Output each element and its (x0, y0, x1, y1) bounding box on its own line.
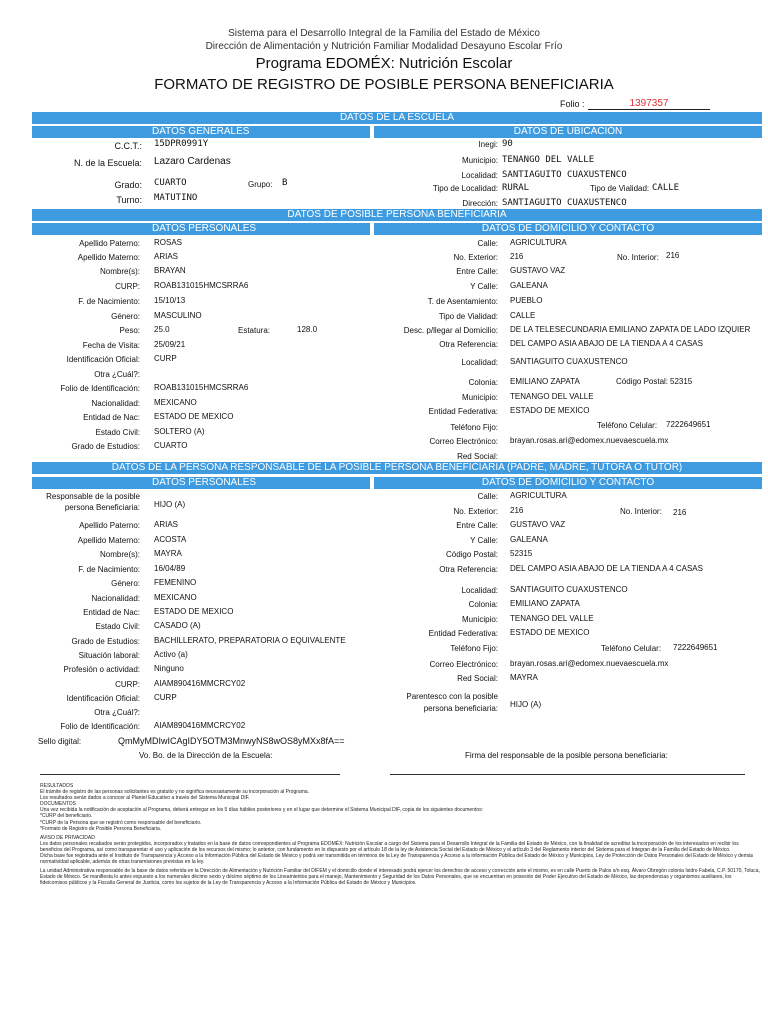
guardian-address-title: DATOS DE DOMICILIO Y CONTACTO (481, 477, 655, 488)
guardian-field-label: Estado Civil: (95, 622, 140, 631)
guardian-cell-label: Teléfono Celular: (601, 644, 662, 653)
school-general-title: DATOS GENERALES (152, 126, 250, 137)
guardian-field-value: 16/04/89 (154, 564, 186, 573)
guardian-field-label: Nacionalidad: (91, 594, 140, 603)
guardian-field-value: ESTADO DE MEXICO (154, 607, 234, 616)
beneficiary-contact-label: Desc. p/llegar al Domicilio: (403, 326, 498, 335)
beneficiary-contact-value: DEL CAMPO ASIA ABAJO DE LA TIENDA A 4 CASAS (510, 339, 703, 348)
beneficiary-contact-label: Entre Calle: (456, 267, 498, 276)
beneficiary-contact-label: T. de Asentamiento: (427, 297, 498, 306)
guardian-contact-value: 216 (510, 506, 524, 515)
beneficiary-field-value: MASCULINO (154, 311, 202, 320)
grade-value: CUARTO (154, 178, 187, 188)
locality-label: Localidad: (461, 171, 498, 180)
results-text-1: El trámite de registro de las personas solicitantes es gratuito y no significa necesariamente su incorporación al Programa. (40, 789, 310, 796)
guardian-field-label: Apellido Materno: (77, 536, 140, 545)
beneficiary-personal-title: DATOS PERSONALES (152, 223, 257, 234)
beneficiary-field-label: Nombre(s): (99, 267, 140, 276)
guardian-contact-label: Entre Calle: (456, 521, 498, 530)
beneficiary-contact-label: Correo Electrónico: (429, 437, 498, 446)
beneficiary-field-value: BRAYAN (154, 266, 186, 275)
beneficiary-field-value: CUARTO (154, 441, 188, 450)
road-type-value: CALLE (652, 183, 680, 193)
footer-notes (40, 783, 760, 887)
responsible-label-2: persona Beneficiaria: (64, 503, 140, 512)
seal-value: QmMyMDIwICAgIDY5OTM3MnwyNS8wOS8yMXx8fA== (118, 736, 345, 746)
guardian-field-value: BACHILLERATO, PREPARATORIA O EQUIVALENTE (154, 636, 346, 645)
shift-value: MATUTINO (154, 193, 198, 203)
guardian-contact-label: Otra Referencia: (439, 565, 498, 574)
beneficiary-address-title: DATOS DE DOMICILIO Y CONTACTO (481, 223, 655, 234)
address-value: SANTIAGUITO CUAXUSTENCO (502, 198, 627, 208)
guardian-contact-value: EMILIANO ZAPATA (510, 599, 580, 608)
guardian-contact-label: Calle: (477, 492, 498, 501)
guardian-field-value: ARIAS (154, 520, 179, 529)
docs-text-3: *CURP de la Persona que se registró como responsable del beneficiario. (40, 819, 202, 826)
cell-value: 7222649651 (666, 420, 711, 429)
beneficiary-field-value: ARIAS (154, 252, 179, 261)
guardian-contact-label: Colonia: (468, 600, 498, 609)
kinship-value: HIJO (A) (510, 700, 542, 709)
guardian-contact-label: Municipio: (461, 615, 498, 624)
inegi-value: 90 (502, 139, 513, 149)
beneficiary-contact-label: No. Exterior: (453, 253, 498, 262)
guardian-contact-label: Y Calle: (470, 536, 498, 545)
guardian-field-value: Ninguno (154, 664, 184, 673)
guardian-field-label: CURP: (115, 680, 140, 689)
beneficiary-field-label: Folio de Identificación: (60, 384, 140, 393)
locality-value: SANTIAGUITO CUAXUSTENCO (502, 170, 627, 180)
privacy-text-3: La unidad Administrativa responsable de la base de datos referida en la Dirección de Alimentación y Nutrición Familiar del DIFEM y el domicilio donde el interesado podrá ejercer los derechos de acceso y corrección ante el mismo, es en calle Puerto de Palos s/n esq. Álvaro Obregón colonia Isidro Fabela, C.P. 50170, Toluca, Estado de México. Se manifiesta lo antes expuesto a los numerales décimo sexto y décimo séptimo de los Lineamientos para el manejo, Mantenimiento y Seguridad de los Datos Personales, que se encuentran en posesión del Poder Ejecutivo del Estado de México, las dependencias y organismos auxiliares, los fideicomisos públicos y la Fiscalía General de Justicia, como los sujetos de la Ley de Transparencia y Acceso a la Información Pública del Estado de México y Municipios. (40, 868, 760, 887)
guardian-personal-title: DATOS PERSONALES (152, 477, 257, 488)
beneficiary-contact-value: brayan.rosas.ari@edomex.nuevaescuela.mx (510, 436, 669, 445)
header-line1: Sistema para el Desarrollo Integral de la Familia del Estado de México (228, 28, 540, 39)
guardian-signature-line (390, 774, 745, 775)
beneficiary-field-label: Otra ¿Cuál?: (94, 370, 140, 379)
postal-value: 52315 (670, 377, 693, 386)
beneficiary-field-label: Nacionalidad: (91, 399, 140, 408)
beneficiary-contact-value: AGRICULTURA (510, 238, 567, 247)
guardian-field-label: Profesión o actividad: (63, 665, 140, 674)
municipality-value: TENANGO DEL VALLE (502, 155, 595, 165)
guardian-address-bar (374, 477, 762, 489)
guardian-field-value: ACOSTA (154, 535, 187, 544)
guardian-field-label: Entidad de Nac: (83, 608, 140, 617)
municipality-label: Municipio: (461, 156, 498, 165)
beneficiary-field-label: Peso: (119, 326, 140, 335)
guardian-contact-value: MAYRA (510, 673, 538, 682)
beneficiary-contact-label: Otra Referencia: (439, 340, 498, 349)
beneficiary-contact-label: Calle: (477, 239, 498, 248)
guardian-field-label: Grado de Estudios: (71, 637, 140, 646)
beneficiary-field-value: ROAB131015HMCSRRA6 (154, 281, 249, 290)
beneficiary-field-label: Estado Civil: (95, 428, 140, 437)
guardian-field-value: CASADO (A) (154, 621, 201, 630)
guardian-field-value: AIAM890416MMCRCY02 (154, 721, 246, 730)
beneficiary-field-label: Fecha de Visita: (82, 341, 140, 350)
school-section-bar: DATOS DE LA ESCUELA (32, 112, 762, 124)
guardian-contact-value: DEL CAMPO ASIA ABAJO DE LA TIENDA A 4 CASAS (510, 564, 703, 573)
school-signature-line (40, 774, 340, 775)
beneficiary-field-value: CURP (154, 354, 177, 363)
beneficiary-field-value: MEXICANO (154, 398, 197, 407)
beneficiary-field-value: ESTADO DE MEXICO (154, 412, 234, 421)
program-title: Programa EDOMÉX: Nutrición Escolar (255, 55, 513, 72)
guardian-contact-label: Entidad Federativa: (428, 629, 498, 638)
docs-text-4: *Formato de Registro de Posible Persona Beneficiaria. (40, 825, 162, 832)
cct-label: C.C.T.: (114, 141, 142, 151)
responsible-value: HIJO (A) (154, 500, 186, 509)
docs-text-1: Una vez recibida la notificación de aceptación al Programa, deberá entregar en los 5 días hábiles posteriores y en el lugar que determine el Sistema Municipal DIF, copia de los siguientes documentos: (40, 807, 484, 814)
beneficiary-address-bar (374, 223, 762, 235)
beneficiary-contact-value: DE LA TELESECUNDARIA EMILIANO ZAPATA DE LADO IZQUIER (510, 325, 751, 334)
guardian-contact-label: Localidad: (461, 586, 498, 595)
beneficiary-contact-label: Tipo de Vialidad: (438, 312, 498, 321)
guardian-contact-label: Red Social: (457, 674, 498, 683)
beneficiary-field-label: CURP: (115, 282, 140, 291)
inegi-label: Inegi: (478, 140, 498, 149)
locality-type-label: Tipo de Localidad: (432, 184, 498, 193)
guardian-field-value: MAYRA (154, 549, 182, 558)
beneficiary-contact-label: Red Social: (457, 452, 498, 461)
beneficiary-contact-label: Entidad Federativa: (428, 407, 498, 416)
guardian-signature-label: Firma del responsable de la posible persona beneficiaria: (465, 751, 668, 760)
beneficiary-contact-label: Municipio: (461, 393, 498, 402)
guardian-field-label: F. de Nacimiento: (78, 565, 140, 574)
group-label: Grupo: (248, 180, 273, 189)
guardian-field-value: AIAM890416MMCRCY02 (154, 679, 246, 688)
beneficiary-field-label: F. de Nacimiento: (78, 297, 140, 306)
school-general-bar (32, 126, 370, 138)
beneficiary-contact-label: Localidad: (461, 358, 498, 367)
group-value: B (282, 178, 288, 188)
beneficiary-field-value: SOLTERO (A) (154, 427, 205, 436)
header-line2: Dirección de Alimentación y Nutrición Familiar Modalidad Desayuno Escolar Frío (205, 41, 563, 52)
beneficiary-contact-label: Colonia: (468, 378, 498, 387)
privacy-text-1: Los datos personales recabados serán protegidos, incorporados y tratados en la base de datos correspondientes al Programa EDOMÉX: Nutrición Escolar a cargo del Sistema para el Desarrollo Integral de la Familia del Estado de México, con la finalidad de acreditar la incorporación de los interesados en recibir los beneficios del Programa, así como transparentar el uso y aplicación de los recursos del mismo; lo anterior, con fundamento en lo dispuesto por el artículo 18 de la ley de Asistencia Social del Estado de México y el artículo 3 del Reglamento interior del Sistema para el Integran de la Familia del Estado de México. (40, 840, 739, 853)
guardian-field-value: Activo (a) (154, 650, 188, 659)
locality-type-value: RURAL (502, 183, 530, 193)
guardian-contact-value: GALEANA (510, 535, 548, 544)
guardian-contact-value: ESTADO DE MEXICO (510, 628, 590, 637)
beneficiary-field-value: 15/10/13 (154, 296, 186, 305)
guardian-interior-label: No. Interior: (620, 507, 662, 516)
page-title: FORMATO DE REGISTRO DE POSIBLE PERSONA BENEFICIARIA (154, 76, 614, 93)
folio-value: 1397357 (588, 98, 710, 110)
beneficiary-field-label: Identificación Oficial: (66, 355, 140, 364)
cell-label: Teléfono Celular: (597, 421, 658, 430)
beneficiary-contact-value: SANTIAGUITO CUAXUSTENCO (510, 357, 628, 366)
guardian-field-label: Apellido Paterno: (79, 521, 140, 530)
interior-label: No. Interior: (617, 253, 659, 262)
shift-label: Turno: (116, 195, 142, 205)
beneficiary-contact-value: PUEBLO (510, 296, 543, 305)
beneficiary-contact-label: Teléfono Fijo: (450, 423, 498, 432)
guardian-field-label: Otra ¿Cuál?: (94, 708, 140, 717)
guardian-personal-bar (32, 477, 370, 489)
guardian-field-label: Situación laboral: (78, 651, 140, 660)
beneficiary-contact-value: ESTADO DE MEXICO (510, 406, 590, 415)
guardian-contact-value: TENANGO DEL VALLE (510, 614, 594, 623)
beneficiary-field-label: Grado de Estudios: (71, 442, 140, 451)
results-text-2: Los resultados serán dados a conocer al Plantel Educativo a través del Sistema Municipal DIF. (40, 795, 250, 802)
address-label: Dirección: (462, 199, 498, 208)
guardian-field-value: FEMENINO (154, 578, 197, 587)
beneficiary-contact-value: GALEANA (510, 281, 548, 290)
docs-title: DOCUMENTOS (40, 801, 77, 808)
guardian-contact-value: GUSTAVO VAZ (510, 520, 566, 529)
guardian-contact-label: Teléfono Fijo: (450, 644, 498, 653)
guardian-contact-value: 52315 (510, 549, 533, 558)
beneficiary-contact-value: EMILIANO ZAPATA (510, 377, 580, 386)
guardian-field-label: Nombre(s): (99, 550, 140, 559)
interior-value: 216 (666, 251, 680, 260)
beneficiary-field-value: ROAB131015HMCSRRA6 (154, 383, 249, 392)
height-label: Estatura: (238, 326, 271, 335)
school-name-value: Lazaro Cardenas (154, 156, 231, 167)
privacy-text-2: Dicha base fue registrada ante el Instituto de Transparencia y Acceso a la Información Pública del Estado de México y podrá ser transmitida en términos de la Ley de Transparencia y Acceso a la información Pública del Estado de México y Municipios, Ley de Protección de Datos Personales del Estado de México y demás normatividad aplicable, además de otras transmisiones previstas en la ley. (40, 853, 754, 866)
seal-label: Sello digital: (38, 737, 82, 746)
postal-label: Código Postal: (616, 377, 669, 386)
school-name-label: N. de la Escuela: (73, 158, 142, 168)
beneficiary-field-label: Apellido Materno: (77, 253, 140, 262)
beneficiary-field-label: Apellido Paterno: (79, 239, 140, 248)
guardian-contact-label: Código Postal: (445, 550, 498, 559)
height-value: 128.0 (297, 325, 318, 334)
guardian-field-value: CURP (154, 693, 177, 702)
guardian-section-bar: DATOS DE LA PERSONA RESPONSABLE DE LA POSIBLE PERSONA BENEFICIARIA (PADRE, MADRE, TUTORA O TUTOR) (32, 462, 762, 474)
kinship-label-2: persona beneficiaria: (423, 704, 498, 713)
beneficiary-contact-value: 216 (510, 252, 524, 261)
grade-label: Grado: (114, 180, 142, 190)
kinship-label-1: Parentesco con la posible (406, 692, 498, 701)
guardian-cell-value: 7222649651 (673, 643, 718, 652)
beneficiary-field-value: ROSAS (154, 238, 183, 247)
cct-value: 15DPR0991Y (154, 139, 209, 149)
guardian-contact-value: SANTIAGUITO CUAXUSTENCO (510, 585, 628, 594)
school-location-bar (374, 126, 762, 138)
responsible-label-1: Responsable de la posible (46, 492, 140, 501)
guardian-interior-value: 216 (673, 508, 687, 517)
guardian-field-label: Folio de Identificación: (60, 722, 140, 731)
road-type-label: Tipo de Vialidad: (590, 184, 650, 193)
guardian-field-value: MEXICANO (154, 593, 197, 602)
beneficiary-field-label: Género: (111, 312, 140, 321)
school-location-title: DATOS DE UBICACIÓN (513, 126, 623, 137)
guardian-contact-value: brayan.rosas.ari@edomex.nuevaescuela.mx (510, 659, 669, 668)
beneficiary-contact-value: CALLE (510, 311, 536, 320)
guardian-contact-value: AGRICULTURA (510, 491, 567, 500)
beneficiary-field-value: 25.0 (154, 325, 170, 334)
beneficiary-contact-value: TENANGO DEL VALLE (510, 392, 594, 401)
school-signature-label: Vo. Bo. de la Dirección de la Escuela: (139, 751, 273, 760)
guardian-contact-label: Correo Electrónico: (429, 660, 498, 669)
beneficiary-contact-value: GUSTAVO VAZ (510, 266, 566, 275)
folio-label: Folio : (560, 99, 585, 109)
docs-text-2: *CURP del beneficiario. (40, 813, 93, 820)
results-title: RESULTADOS (40, 783, 74, 789)
privacy-title: AVISO DE PRIVACIDAD (40, 834, 95, 841)
beneficiary-field-label: Entidad de Nac: (83, 413, 140, 422)
beneficiary-section-bar: DATOS DE POSIBLE PERSONA BENEFICIARIA (32, 209, 762, 221)
guardian-field-label: Identificación Oficial: (66, 694, 140, 703)
guardian-contact-label: No. Exterior: (453, 507, 498, 516)
beneficiary-personal-bar (32, 223, 370, 235)
beneficiary-field-value: 25/09/21 (154, 340, 186, 349)
beneficiary-contact-label: Y Calle: (470, 282, 498, 291)
guardian-field-label: Género: (111, 579, 140, 588)
